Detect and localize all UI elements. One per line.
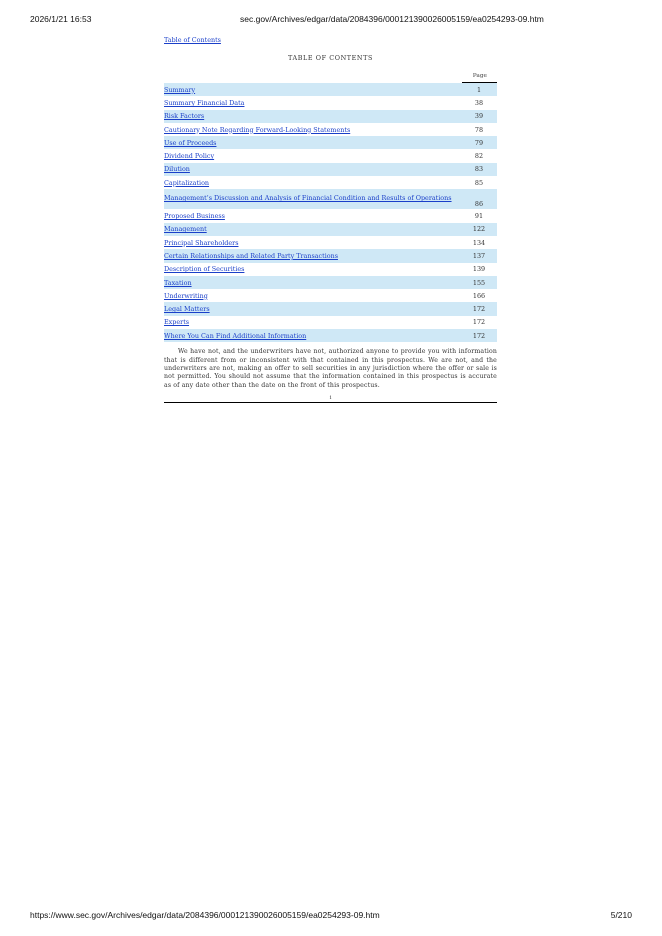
bottom-rule (164, 402, 497, 403)
toc-entry-link[interactable]: Summary Financial Data (164, 98, 245, 107)
toc-page-number: 155 (461, 276, 497, 289)
toc-page-number: 91 (474, 212, 484, 221)
toc-row (164, 123, 497, 136)
toc-entry-link[interactable]: Use of Proceeds (164, 138, 217, 147)
toc-entry-cell (164, 209, 461, 222)
toc-entry-link[interactable]: Dividend Policy (164, 152, 215, 161)
toc-page-number: 134 (472, 238, 486, 247)
toc-row (164, 149, 497, 162)
print-datetime: 2026/1/21 16:53 (30, 14, 92, 24)
toc-page-number: 1 (461, 83, 497, 96)
toc-row (164, 289, 497, 302)
toc-row (164, 329, 497, 342)
toc-row (164, 263, 497, 276)
page-number: i (329, 394, 332, 401)
toc-page-number: 139 (472, 265, 486, 274)
toc-row (164, 83, 497, 96)
toc-row (164, 276, 497, 289)
toc-row (164, 316, 497, 329)
toc-page-number: 83 (461, 163, 497, 176)
toc-entry-link[interactable]: Taxation (164, 278, 192, 287)
toc-page-number: 122 (461, 223, 497, 236)
toc-entry-cell (164, 96, 461, 109)
toc-entry-cell (164, 83, 461, 96)
toc-entry-link[interactable]: Underwriting (164, 291, 208, 300)
toc-row (164, 249, 497, 262)
toc-entry-link[interactable]: Description of Securities (164, 265, 245, 274)
toc-page-number: 166 (472, 291, 486, 300)
toc-entry-cell (164, 302, 461, 315)
toc-heading: TABLE OF CONTENTS (288, 54, 373, 62)
toc-page-number: 79 (461, 136, 497, 149)
toc-entry-link[interactable]: Risk Factors (164, 112, 205, 121)
toc-page-number: 39 (461, 110, 497, 123)
document-page (164, 36, 497, 403)
toc-entry-cell (164, 110, 461, 123)
toc-row (164, 163, 497, 176)
toc-page-number: 172 (472, 318, 486, 327)
toc-entry-cell (164, 189, 461, 209)
print-footer-url: https://www.sec.gov/Archives/edgar/data/2084396/000121390026005159/ea0254293-09.htm (30, 910, 380, 920)
toc-entry-link[interactable]: Experts (164, 318, 190, 327)
toc-row (164, 189, 497, 209)
toc-entry-link[interactable]: Dilution (164, 165, 190, 174)
toc-page-number: 137 (461, 249, 497, 262)
toc-row (164, 302, 497, 315)
toc-entry-cell (164, 236, 461, 249)
toc-entry-cell (164, 136, 461, 149)
toc-entry-cell (164, 316, 461, 329)
toc-entry-link[interactable]: Proposed Business (164, 212, 225, 221)
toc-entry-link[interactable]: Management (164, 225, 207, 234)
disclaimer-paragraph: We have not, and the underwriters have not, authorized anyone to provide you with information that is different from or inconsistent with that contained in this prospectus. We are not, and the underwriters are not, making an offer to sell securities in any jurisdiction where the offer or sale is not permitted. You should not assume that the information contained in this prospectus is accurate as of any date other than the date on the front of this prospectus. (164, 348, 497, 389)
toc-page-number: 78 (474, 125, 484, 134)
toc-row (164, 176, 497, 189)
toc-entry-cell (164, 163, 461, 176)
table-of-contents-link[interactable]: Table of Contents (164, 36, 221, 44)
toc-entry-link[interactable]: Cautionary Note Regarding Forward-Looking Statements (164, 125, 351, 134)
toc-row (164, 110, 497, 123)
toc-page-number: 85 (474, 178, 484, 187)
toc-entry-link[interactable]: Legal Matters (164, 305, 210, 314)
page-column-label: Page (472, 73, 487, 79)
toc-page-number: 172 (461, 329, 497, 342)
toc-page-number: 86 (461, 189, 497, 209)
toc-entry-link[interactable]: Summary (164, 85, 196, 94)
toc-entry-link[interactable]: Capitalization (164, 178, 210, 187)
toc-page-number: 172 (461, 302, 497, 315)
toc-table (164, 83, 497, 342)
print-header (30, 14, 632, 28)
toc-row (164, 209, 497, 222)
toc-entry-cell (164, 289, 461, 302)
toc-page-number: 82 (474, 152, 484, 161)
toc-entry-link[interactable]: Where You Can Find Additional Information (164, 331, 307, 340)
print-header-url: sec.gov/Archives/edgar/data/2084396/000121390026005159/ea0254293-09.htm (240, 14, 544, 24)
print-footer (30, 910, 632, 924)
toc-row (164, 136, 497, 149)
toc-entry-cell (164, 329, 461, 342)
toc-entry-cell (164, 223, 461, 236)
print-pager: 5/210 (610, 910, 632, 920)
toc-row (164, 236, 497, 249)
toc-entry-cell (164, 249, 461, 262)
toc-entry-cell (164, 276, 461, 289)
toc-row (164, 223, 497, 236)
toc-entry-link[interactable]: Management’s Discussion and Analysis of Financial Condition and Results of Operations (164, 194, 452, 203)
toc-entry-link[interactable]: Certain Relationships and Related Party Transactions (164, 251, 338, 260)
toc-entry-cell (164, 149, 461, 162)
toc-entry-link[interactable]: Principal Shareholders (164, 238, 239, 247)
toc-entry-cell (164, 123, 461, 136)
toc-row (164, 96, 497, 109)
toc-page-number: 38 (474, 98, 484, 107)
toc-entry-cell (164, 176, 461, 189)
toc-entry-cell (164, 263, 461, 276)
